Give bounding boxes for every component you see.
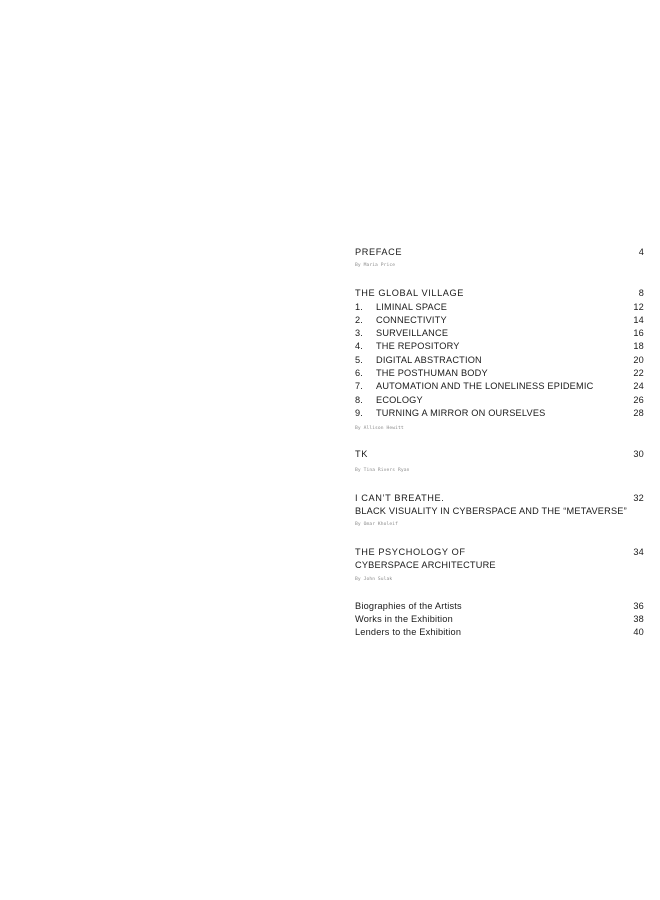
subentry-label: SURVEILLANCE: [376, 328, 449, 339]
page-number: 20: [633, 354, 644, 365]
page-number: 4: [638, 247, 644, 257]
toc-subentry[interactable]: [355, 340, 644, 353]
table-of-contents: [355, 246, 644, 640]
entry-title: I CAN’T BREATHE.: [355, 492, 445, 503]
page-number: 8: [638, 288, 644, 299]
toc-subentry[interactable]: [355, 367, 644, 380]
byline: By Tina Rivers Ryan: [355, 467, 410, 473]
entry-title: Lenders to the Exhibition: [355, 627, 462, 638]
toc-subentry[interactable]: [355, 327, 644, 340]
toc-section-global-village: [355, 287, 644, 432]
toc-section-appendix: [355, 600, 644, 640]
entry-title: THE PSYCHOLOGY OF: [355, 547, 466, 558]
page-number: 40: [633, 627, 644, 638]
toc-entry[interactable]: [355, 246, 644, 259]
toc-section-psychology: [355, 546, 644, 583]
toc-subentry[interactable]: [355, 301, 644, 314]
page-number: 14: [633, 314, 644, 325]
toc-entry[interactable]: [355, 600, 644, 613]
page-number: 12: [633, 301, 644, 312]
subentry-number: 2.: [355, 314, 364, 325]
byline: By Maria Price: [355, 263, 396, 269]
subentry-label: LIMINAL SPACE: [376, 301, 448, 312]
subentry-number: 7.: [355, 381, 364, 392]
byline: By John Sulak: [355, 576, 393, 582]
toc-subentry[interactable]: [355, 380, 644, 393]
page-number: 38: [633, 614, 644, 625]
subentry-label: AUTOMATION AND THE LONELINESS EPIDEMIC: [376, 381, 594, 392]
subentry-title: [355, 394, 624, 407]
toc-subentry[interactable]: [355, 394, 644, 407]
toc-entry[interactable]: [355, 287, 644, 300]
toc-entry[interactable]: [355, 546, 644, 559]
entry-title: TK: [355, 449, 368, 460]
toc-entry[interactable]: [355, 626, 644, 639]
page-number: 16: [633, 328, 644, 339]
subentry-label: TURNING A MIRROR ON OURSELVES: [376, 407, 546, 418]
toc-entry[interactable]: [355, 613, 644, 626]
subentry-label: DIGITAL ABSTRACTION: [376, 354, 482, 365]
subentry-label: CONNECTIVITY: [376, 314, 447, 325]
subentry-title: [355, 367, 624, 380]
toc-subentry[interactable]: [355, 354, 644, 367]
subentry-number: 9.: [355, 407, 364, 418]
toc-entry[interactable]: [355, 448, 644, 461]
entry-title: Biographies of the Artists: [355, 600, 462, 611]
toc-subentry[interactable]: [355, 314, 644, 327]
toc-section-preface: [355, 246, 644, 269]
page-number: 24: [633, 381, 644, 392]
subentry-title: [355, 340, 624, 353]
subentry-number: 4.: [355, 341, 364, 352]
page-number: 32: [633, 492, 644, 503]
page-number: 30: [633, 449, 644, 460]
page-number: 22: [633, 368, 644, 379]
subentry-title: [355, 380, 624, 393]
subentry-title: [355, 327, 624, 340]
byline: By Allison Hewitt: [355, 426, 404, 432]
entry-subtitle: CYBERSPACE ARCHITECTURE: [355, 560, 496, 571]
subentry-label: THE POSTHUMAN BODY: [376, 368, 488, 379]
subentry-number: 6.: [355, 368, 364, 379]
page-number: 34: [633, 547, 644, 558]
subentry-title: [355, 354, 624, 367]
toc-section-cant-breathe: [355, 492, 644, 529]
toc-subentry[interactable]: [355, 407, 644, 420]
entry-title: Works in the Exhibition: [355, 614, 453, 625]
subentry-number: 5.: [355, 354, 364, 365]
subentry-number: 8.: [355, 394, 364, 405]
page-number: 28: [633, 407, 644, 418]
subentry-title: [355, 301, 624, 314]
subentry-title: [355, 407, 624, 420]
entry-title: PREFACE: [355, 247, 403, 257]
subentry-title: [355, 314, 624, 327]
page-number: 18: [633, 341, 644, 352]
byline: By Omar Kholeif: [355, 522, 398, 528]
entry-subtitle: BLACK VISUALITY IN CYBERSPACE AND THE “METAVERSE”: [355, 505, 627, 516]
toc-entry[interactable]: [355, 492, 644, 505]
subentry-number: 3.: [355, 328, 364, 339]
subentry-number: 1.: [355, 301, 364, 312]
page-number: 36: [633, 600, 644, 611]
subentry-label: THE REPOSITORY: [376, 341, 460, 352]
toc-section-tk: [355, 448, 644, 473]
subentry-label: ECOLOGY: [376, 394, 423, 405]
page-number: 26: [633, 394, 644, 405]
entry-title: THE GLOBAL VILLAGE: [355, 288, 465, 299]
